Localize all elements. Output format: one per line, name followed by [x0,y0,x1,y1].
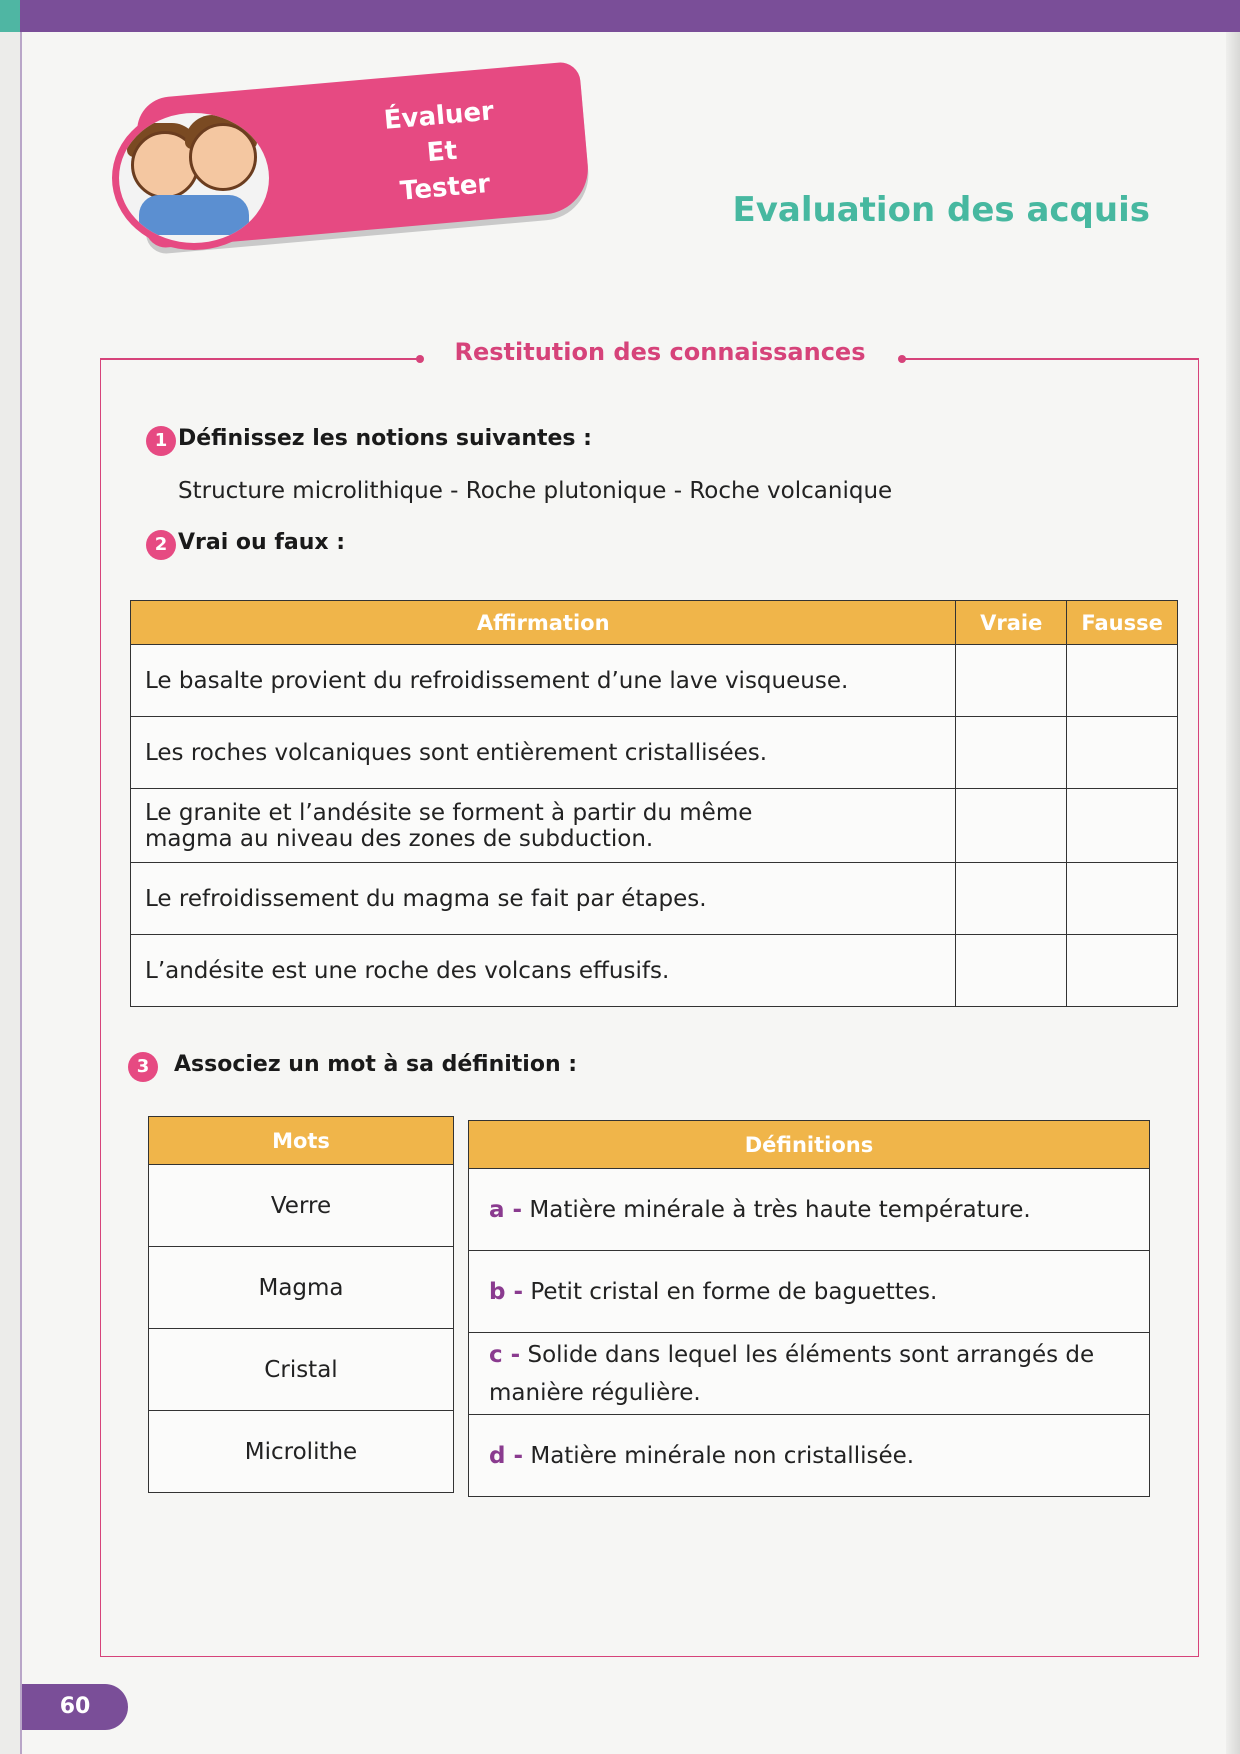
word-cell[interactable]: Magma [149,1247,454,1329]
definition-text: Matière minérale non cristallisée. [530,1442,915,1469]
vraie-checkbox[interactable] [956,717,1067,789]
definition-cell[interactable] [469,1251,1150,1333]
header-vraie: Vraie [956,601,1067,645]
vraie-checkbox[interactable] [956,789,1067,863]
header-fausse: Fausse [1067,601,1178,645]
table-row [469,1415,1150,1497]
definition-text: Petit cristal en forme de baguettes. [530,1278,938,1305]
question-title: Définissez les notions suivantes : [178,426,592,451]
page-title: Evaluation des acquis [732,190,1150,230]
affirmation-cell [131,935,956,1007]
header-affirmation: Affirmation [131,601,956,645]
affirmation-text: Le basalte provient du refroidissement d’une lave visqueuse. [145,667,849,694]
table-header-row [149,1117,454,1165]
header-definitions: Définitions [469,1121,1150,1169]
top-bar [0,0,1240,32]
question-number: 1 [146,426,176,456]
definition-cell[interactable] [469,1333,1150,1415]
table-row [131,935,1178,1007]
question-title: Associez un mot à sa définition : [174,1052,578,1077]
definition-cell[interactable] [469,1415,1150,1497]
kid-face [189,123,257,191]
definition-text: Solide dans lequel les éléments sont arrangés de [527,1341,1095,1368]
top-bar-accent [0,0,20,32]
definitions-table [468,1120,1150,1497]
affirmation-text: Les roches volcaniques sont entièrement cristallisées. [145,739,768,766]
badge-line: Tester [398,168,492,207]
words-table [148,1116,454,1493]
affirmation-text: L’andésite est une roche des volcans effusifs. [145,957,670,984]
definition-text: Matière minérale à très haute température. [529,1196,1031,1223]
table-header-row [469,1121,1150,1169]
vraie-checkbox[interactable] [956,863,1067,935]
definition-letter: d - [489,1442,524,1469]
fausse-checkbox[interactable] [1067,863,1178,935]
definition-letter: c - [489,1341,521,1368]
definition-text: manière régulière. [489,1379,701,1406]
page-number: 60 [22,1684,128,1730]
vraie-checkbox[interactable] [956,645,1067,717]
frame-top-line-right [902,358,1199,360]
affirmation-cell [131,717,956,789]
definition-cell[interactable] [469,1169,1150,1251]
fausse-checkbox[interactable] [1067,789,1178,863]
kids-illustration [112,106,276,250]
affirmation-text: Le granite et l’andésite se forment à partir du même [145,799,753,826]
table-row [469,1169,1150,1251]
affirmation-text: magma au niveau des zones de subduction. [145,825,654,852]
header-mots: Mots [149,1117,454,1165]
affirmation-text: Le refroidissement du magma se fait par étapes. [145,885,707,912]
question-text: Structure microlithique - Roche plutonique - Roche volcanique [178,478,893,504]
table-row [131,717,1178,789]
table-row [131,645,1178,717]
frame-dot [416,355,424,363]
badge-line: Et [425,135,459,169]
table-row [149,1165,454,1247]
table-row [131,863,1178,935]
true-false-table [130,600,1178,1007]
table-row [469,1251,1150,1333]
badge-line: Évaluer [382,96,496,136]
left-margin-line [20,32,22,1754]
word-cell[interactable]: Verre [149,1165,454,1247]
vraie-checkbox[interactable] [956,935,1067,1007]
definition-letter: a - [489,1196,523,1223]
fausse-checkbox[interactable] [1067,717,1178,789]
question-title: Vrai ou faux : [178,530,346,555]
table-row [131,789,1178,863]
section-title: Restitution des connaissances [454,338,866,366]
word-cell[interactable]: Microlithe [149,1411,454,1493]
question-number: 2 [146,530,176,560]
page-edge-shadow [1226,32,1240,1754]
kid-body [139,195,249,235]
affirmation-cell [131,645,956,717]
table-row [149,1247,454,1329]
affirmation-cell [131,789,956,863]
evaluer-tester-badge [112,72,588,234]
fausse-checkbox[interactable] [1067,935,1178,1007]
fausse-checkbox[interactable] [1067,645,1178,717]
table-row [149,1411,454,1493]
definition-letter: b - [489,1278,524,1305]
table-header-row [131,601,1178,645]
table-row [469,1333,1150,1415]
frame-top-line-left [100,358,420,360]
affirmation-cell [131,863,956,935]
question-number: 3 [128,1052,158,1082]
word-cell[interactable]: Cristal [149,1329,454,1411]
badge-text [338,89,547,214]
table-row [149,1329,454,1411]
left-margin-strip [0,32,20,1754]
frame-dot [898,355,906,363]
